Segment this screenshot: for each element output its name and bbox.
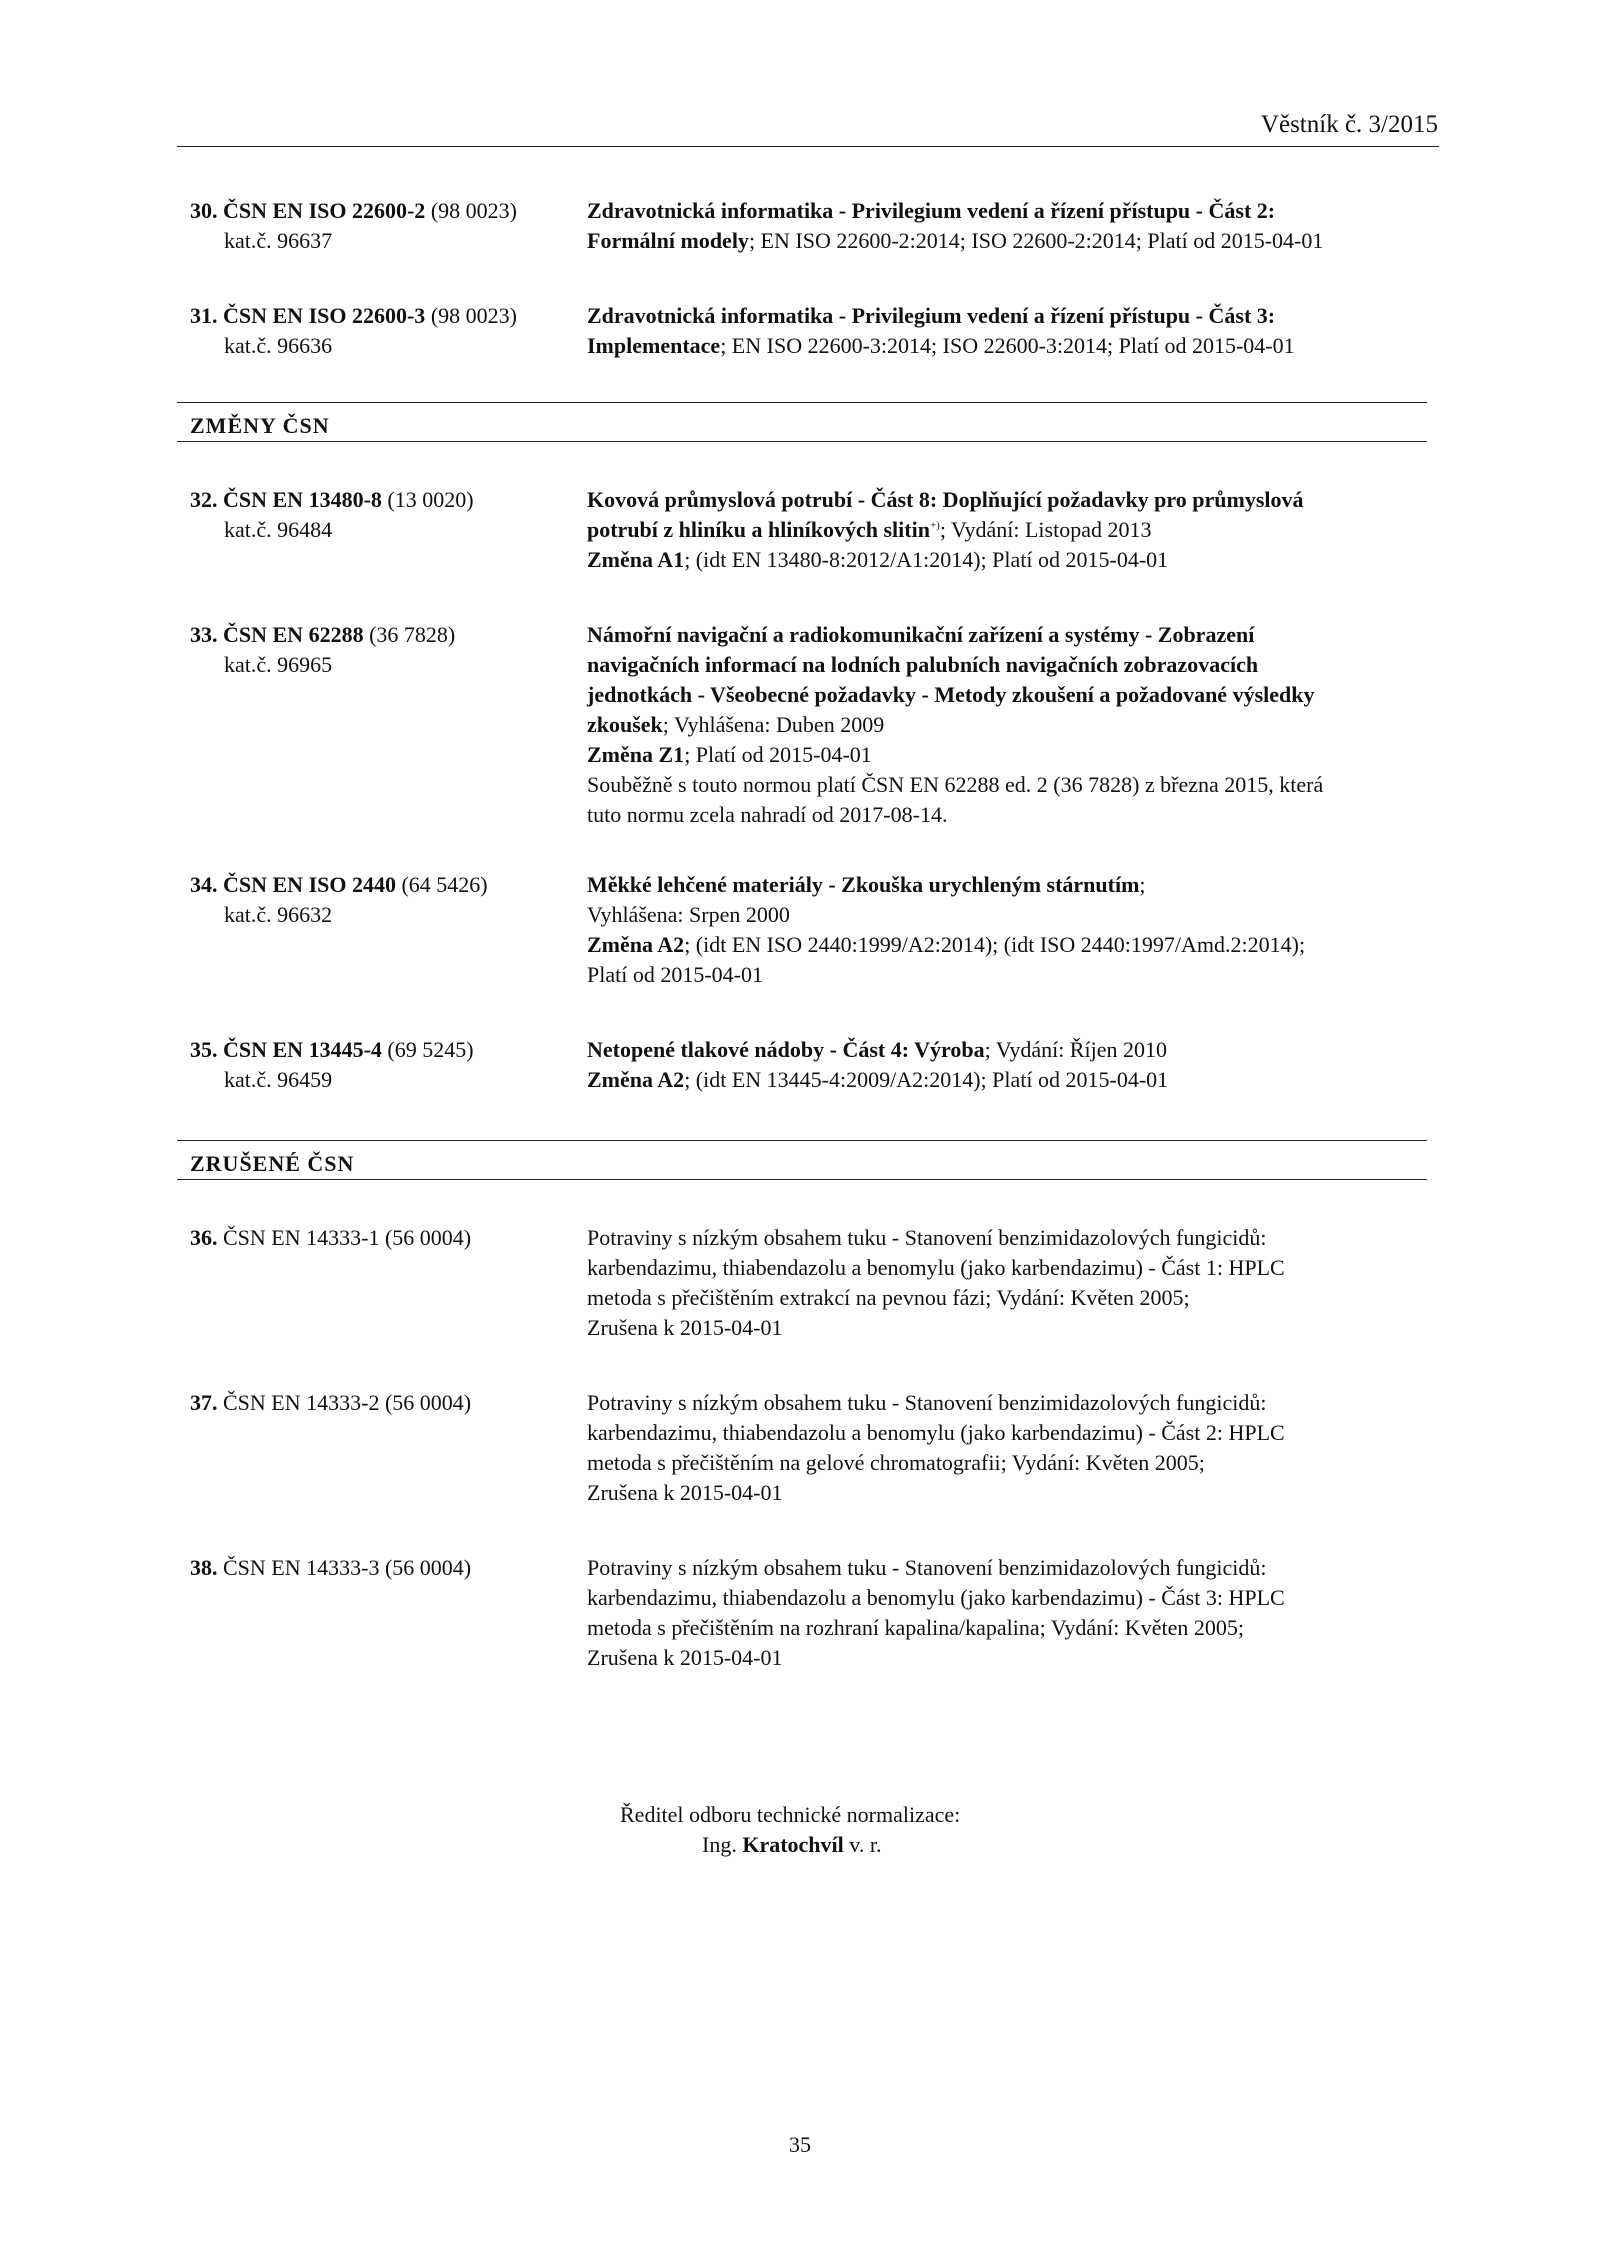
- description-line: [587, 301, 1437, 331]
- description-text: +): [929, 519, 940, 532]
- entry-identifier: [190, 1388, 585, 1418]
- description-text: Kovová průmyslová potrubí - Část 8: Doplňující požadavky pro průmyslová: [587, 487, 1304, 512]
- standard-code: ČSN EN 13445-4: [223, 1037, 382, 1062]
- description-line: [587, 710, 1437, 740]
- description-line: [587, 930, 1437, 960]
- description-line: Zrušena k 2015-04-01: [587, 1315, 783, 1340]
- description-text: Námořní navigační a radiokomunikační zařízení a systémy - Zobrazení: [587, 622, 1255, 647]
- description-line: karbendazimu, thiabendazolu a benomylu (jako karbendazimu) - Část 1: HPLC: [587, 1255, 1285, 1280]
- description-line: [587, 650, 1437, 680]
- page-number: 35: [789, 2132, 811, 2157]
- description-text: jednotkách - Všeobecné požadavky - Metody zkoušení a požadované výsledky: [587, 682, 1315, 707]
- description-line: Potraviny s nízkým obsahem tuku - Stanovení benzimidazolových fungicidů:: [587, 1555, 1267, 1580]
- description-line: Zrušena k 2015-04-01: [587, 1480, 783, 1505]
- description-line: [587, 545, 1437, 575]
- description-line: Potraviny s nízkým obsahem tuku - Stanovení benzimidazolových fungicidů:: [587, 1390, 1267, 1415]
- classification-code: (69 5245): [387, 1037, 474, 1062]
- signatory-name: Kratochvíl: [742, 1832, 844, 1857]
- description-line: karbendazimu, thiabendazolu a benomylu (jako karbendazimu) - Část 2: HPLC: [587, 1420, 1285, 1445]
- description-text: ; (idt EN 13445-4:2009/A2:2014); Platí od 2015-04-01: [684, 1067, 1169, 1092]
- description-line: [587, 800, 1437, 830]
- description-text: tuto normu zcela nahradí od 2017-08-14.: [587, 802, 948, 827]
- description-text: Změna A1: [587, 547, 685, 572]
- description-line: [587, 196, 1437, 226]
- standard-code: ČSN EN 62288: [223, 622, 364, 647]
- entry-identifier: [190, 870, 585, 930]
- signatory-title: Ing.: [702, 1832, 737, 1857]
- section-title: ZRUŠENÉ ČSN: [190, 1151, 355, 1176]
- description-text: Formální modely: [587, 228, 749, 253]
- description-line: [587, 770, 1437, 800]
- description-text: ; Vydání: Listopad 2013: [939, 517, 1152, 542]
- description-text: Implementace: [587, 333, 721, 358]
- classification-code: (98 0023): [430, 303, 517, 328]
- description-text: Měkké lehčené materiály - Zkouška urychleným stárnutím: [587, 872, 1140, 897]
- description-line: [587, 515, 1437, 545]
- catalog-number: kat.č. 96965: [224, 652, 333, 677]
- entry-identifier: [190, 1035, 585, 1095]
- entry-number: 36.: [190, 1225, 218, 1250]
- entry-number: 38.: [190, 1555, 218, 1580]
- entry-description: [587, 301, 1437, 361]
- entry-number: 30.: [190, 198, 218, 223]
- entry-description: [587, 1388, 1437, 1508]
- entry-number: 32.: [190, 487, 218, 512]
- description-text: Zdravotnická informatika - Privilegium vedení a řízení přístupu - Část 3:: [587, 303, 1276, 328]
- description-text: Vyhlášena: Srpen 2000: [587, 902, 790, 927]
- classification-code: (98 0023): [430, 198, 517, 223]
- entry-description: [587, 1035, 1437, 1095]
- description-text: Změna Z1: [587, 742, 685, 767]
- classification-code: (13 0020): [387, 487, 474, 512]
- description-text: Změna A2: [587, 1067, 685, 1092]
- standard-code: ČSN EN ISO 22600-2: [223, 198, 426, 223]
- standard-code: ČSN EN 14333-1 (56 0004): [223, 1225, 472, 1250]
- entry-description: [587, 1553, 1437, 1673]
- description-text: navigačních informací na lodních palubních navigačních zobrazovacích: [587, 652, 1259, 677]
- standard-code: ČSN EN ISO 2440: [223, 872, 396, 897]
- description-line: [587, 870, 1437, 900]
- section-heading-changes: [177, 402, 1427, 442]
- description-line: [587, 1065, 1437, 1095]
- entry-number: 31.: [190, 303, 218, 328]
- standard-code: ČSN EN 13480-8: [223, 487, 382, 512]
- catalog-number: kat.č. 96459: [224, 1067, 333, 1092]
- entry-identifier: [190, 301, 585, 361]
- description-text: ; (idt EN 13480-8:2012/A1:2014); Platí od 2015-04-01: [684, 547, 1169, 572]
- description-line: metoda s přečištěním na rozhraní kapalina/kapalina; Vydání: Květen 2005;: [587, 1615, 1244, 1640]
- entry-number: 34.: [190, 872, 218, 897]
- entry-number: 33.: [190, 622, 218, 647]
- section-heading-cancelled: [177, 1140, 1427, 1180]
- entry-identifier: [190, 620, 585, 680]
- entry-description: [587, 620, 1437, 830]
- description-line: Zrušena k 2015-04-01: [587, 1645, 783, 1670]
- description-line: [587, 740, 1437, 770]
- journal-title: Věstník č. 3/2015: [1260, 111, 1438, 138]
- description-text: ; (idt EN ISO 2440:1999/A2:2014); (idt ISO 2440:1997/Amd.2:2014);: [684, 932, 1306, 957]
- description-line: [587, 680, 1437, 710]
- description-line: [587, 226, 1437, 256]
- catalog-number: kat.č. 96632: [224, 902, 333, 927]
- entry-description: [587, 1223, 1437, 1343]
- entry-number: 35.: [190, 1037, 218, 1062]
- description-line: metoda s přečištěním na gelové chromatografii; Vydání: Květen 2005;: [587, 1450, 1205, 1475]
- header-rule: [177, 146, 1439, 147]
- description-text: zkoušek: [587, 712, 663, 737]
- signatory-name-line: [620, 1830, 1120, 1860]
- description-text: Platí od 2015-04-01: [587, 962, 763, 987]
- description-line: [587, 1035, 1437, 1065]
- description-text: ; EN ISO 22600-2:2014; ISO 22600-2:2014; Platí od 2015-04-01: [748, 228, 1324, 253]
- standard-code: ČSN EN 14333-2 (56 0004): [223, 1390, 472, 1415]
- entry-description: [587, 870, 1437, 990]
- entry-identifier: [190, 196, 585, 256]
- description-text: potrubí z hliníku a hliníkových slitin: [587, 517, 930, 542]
- standard-code: ČSN EN 14333-3 (56 0004): [223, 1555, 472, 1580]
- signatory-suffix: v. r.: [849, 1832, 882, 1857]
- section-title: ZMĚNY ČSN: [190, 413, 330, 438]
- description-line: [587, 900, 1437, 930]
- entry-description: [587, 485, 1437, 575]
- entry-identifier: [190, 1223, 585, 1253]
- description-text: Změna A2: [587, 932, 685, 957]
- catalog-number: kat.č. 96484: [224, 517, 333, 542]
- classification-code: (64 5426): [401, 872, 488, 897]
- description-line: karbendazimu, thiabendazolu a benomylu (jako karbendazimu) - Část 3: HPLC: [587, 1585, 1285, 1610]
- description-text: ; EN ISO 22600-3:2014; ISO 22600-3:2014; Platí od 2015-04-01: [720, 333, 1295, 358]
- entry-identifier: [190, 485, 585, 545]
- description-line: [587, 620, 1437, 650]
- catalog-number: kat.č. 96637: [224, 228, 333, 253]
- description-text: Souběžně s touto normou platí ČSN EN 62288 ed. 2 (36 7828) z března 2015, která: [587, 772, 1324, 797]
- description-line: [587, 960, 1437, 990]
- entry-description: [587, 196, 1437, 256]
- description-line: [587, 331, 1437, 361]
- description-text: ; Vydání: Říjen 2010: [984, 1037, 1167, 1062]
- standard-code: ČSN EN ISO 22600-3: [223, 303, 426, 328]
- entry-number: 37.: [190, 1390, 218, 1415]
- description-text: Netopené tlakové nádoby - Část 4: Výroba: [587, 1037, 985, 1062]
- classification-code: (36 7828): [369, 622, 456, 647]
- description-text: Zdravotnická informatika - Privilegium vedení a řízení přístupu - Část 2:: [587, 198, 1276, 223]
- catalog-number: kat.č. 96636: [224, 333, 333, 358]
- description-line: [587, 485, 1437, 515]
- description-line: metoda s přečištěním extrakcí na pevnou fázi; Vydání: Květen 2005;: [587, 1285, 1190, 1310]
- description-text: ; Vyhlášena: Duben 2009: [662, 712, 885, 737]
- signatory-role: Ředitel odboru technické normalizace:: [620, 1802, 961, 1827]
- description-text: ;: [1139, 872, 1146, 897]
- signature-block: [620, 1800, 1120, 1860]
- description-line: Potraviny s nízkým obsahem tuku - Stanovení benzimidazolových fungicidů:: [587, 1225, 1267, 1250]
- entry-identifier: [190, 1553, 585, 1583]
- description-text: ; Platí od 2015-04-01: [684, 742, 872, 767]
